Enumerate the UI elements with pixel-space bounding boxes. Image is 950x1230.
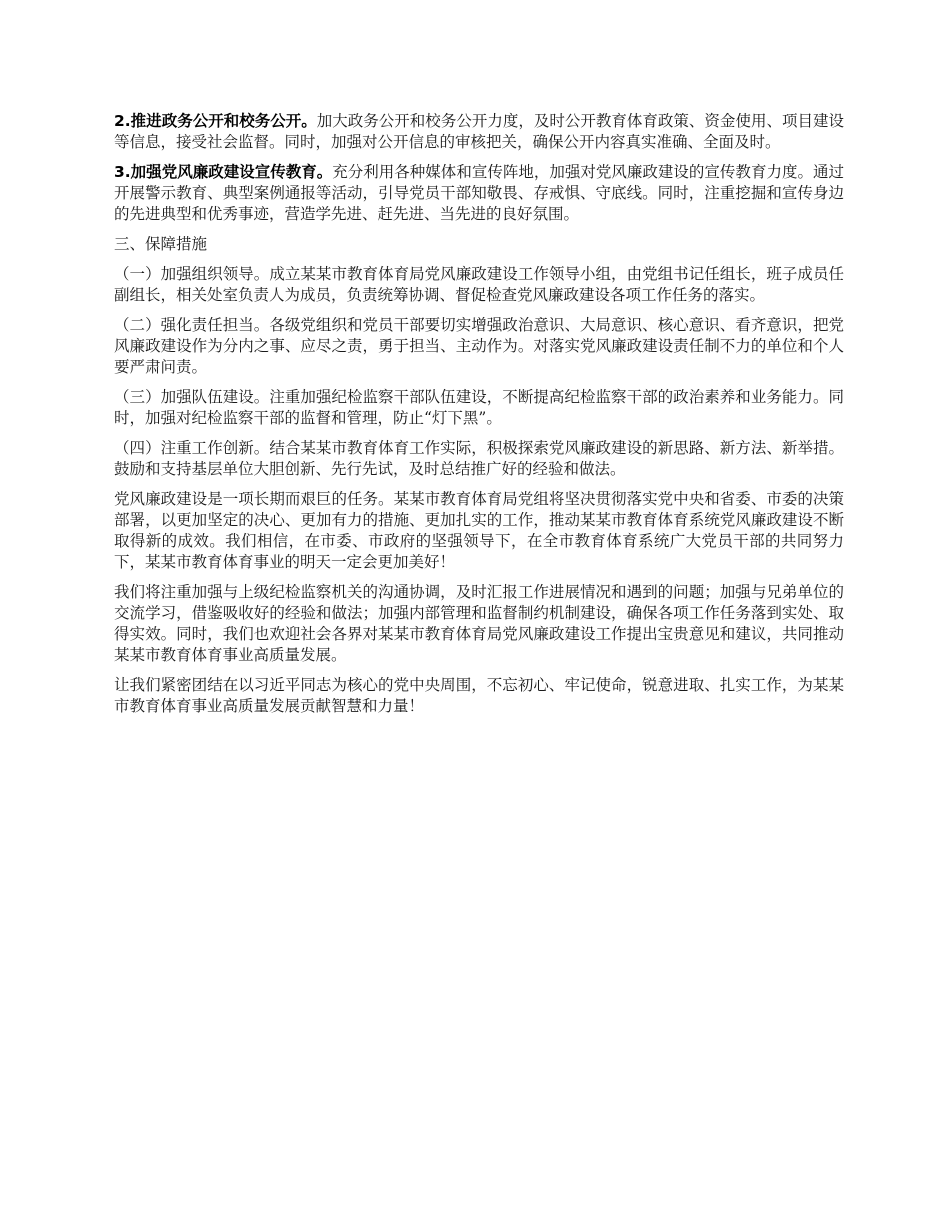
paragraph-text: 充分利用各种媒体和宣传阵地，加强对党风廉政建设的宣传教育力度。通过开展警示教育、典型案例通报等活动，引导党员干部知敬畏、存戒惧、守底线。同时，注重挖掘和宣传身边的先进典型和优秀事迹，营造学先进、赶先进、当先进的良好氛围。 [114, 163, 844, 223]
paragraph-text: 加大政务公开和校务公开力度，及时公开教育体育政策、资金使用、项目建设等信息，接受社会监督。同时，加强对公开信息的审核把关，确保公开内容真实准确、全面及时。 [114, 112, 844, 151]
document-body [114, 111, 844, 726]
measure-innovation: （四）注重工作创新。结合某某市教育体育工作实际，积极探索党风廉政建设的新思路、新方法、新举措。鼓励和支持基层单位大胆创新、先行先试，及时总结推广好的经验和做法。 [114, 439, 844, 478]
paragraph-lead: 2.推进政务公开和校务公开。 [114, 112, 317, 130]
section-heading-safeguards: 三、保障措施 [114, 235, 208, 253]
paragraph-open-affairs [114, 111, 844, 153]
paragraph-lead: 3.加强党风廉政建设宣传教育。 [114, 163, 333, 181]
measure-organization: （一）加强组织领导。成立某某市教育体育局党风廉政建设工作领导小组，由党组书记任组长，班子成员任副组长，相关处室负责人为成员，负责统筹协调、督促检查党风廉政建设各项工作任务的落实。 [114, 265, 844, 304]
closing-paragraph-coordination: 我们将注重加强与上级纪检监察机关的沟通协调，及时汇报工作进展情况和遇到的问题；加强与兄弟单位的交流学习，借鉴吸收好的经验和做法；加强内部管理和监督制约机制建设，确保各项工作任务落到实处、取得实效。同时，我们也欢迎社会各界对某某市教育体育局党风廉政建设工作提出宝贵意见和建议，共同推动某某市教育体育事业高质量发展。 [114, 583, 844, 664]
measure-team-building: （三）加强队伍建设。注重加强纪检监察干部队伍建设，不断提高纪检监察干部的政治素养和业务能力。同时，加强对纪检监察干部的监督和管理，防止“灯下黑”。 [114, 388, 844, 427]
measure-responsibility: （二）强化责任担当。各级党组织和党员干部要切实增强政治意识、大局意识、核心意识、看齐意识，把党风廉政建设作为分内之事、应尽之责，勇于担当、主动作为。对落实党风廉政建设责任制不力的单位和个人要严肃问责。 [114, 316, 844, 376]
closing-paragraph-call: 让我们紧密团结在以习近平同志为核心的党中央周围，不忘初心、牢记使命，锐意进取、扎实工作，为某某市教育体育事业高质量发展贡献智慧和力量！ [114, 676, 844, 715]
paragraph-publicity-education [114, 162, 844, 225]
closing-paragraph-task: 党风廉政建设是一项长期而艰巨的任务。某某市教育体育局党组将坚决贯彻落实党中央和省委、市委的决策部署，以更加坚定的决心、更加有力的措施、更加扎实的工作，推动某某市教育体育系统党风廉政建设不断取得新的成效。我们相信，在市委、市政府的坚强领导下，在全市教育体育系统广大党员干部的共同努力下，某某市教育体育事业的明天一定会更加美好！ [114, 490, 844, 571]
